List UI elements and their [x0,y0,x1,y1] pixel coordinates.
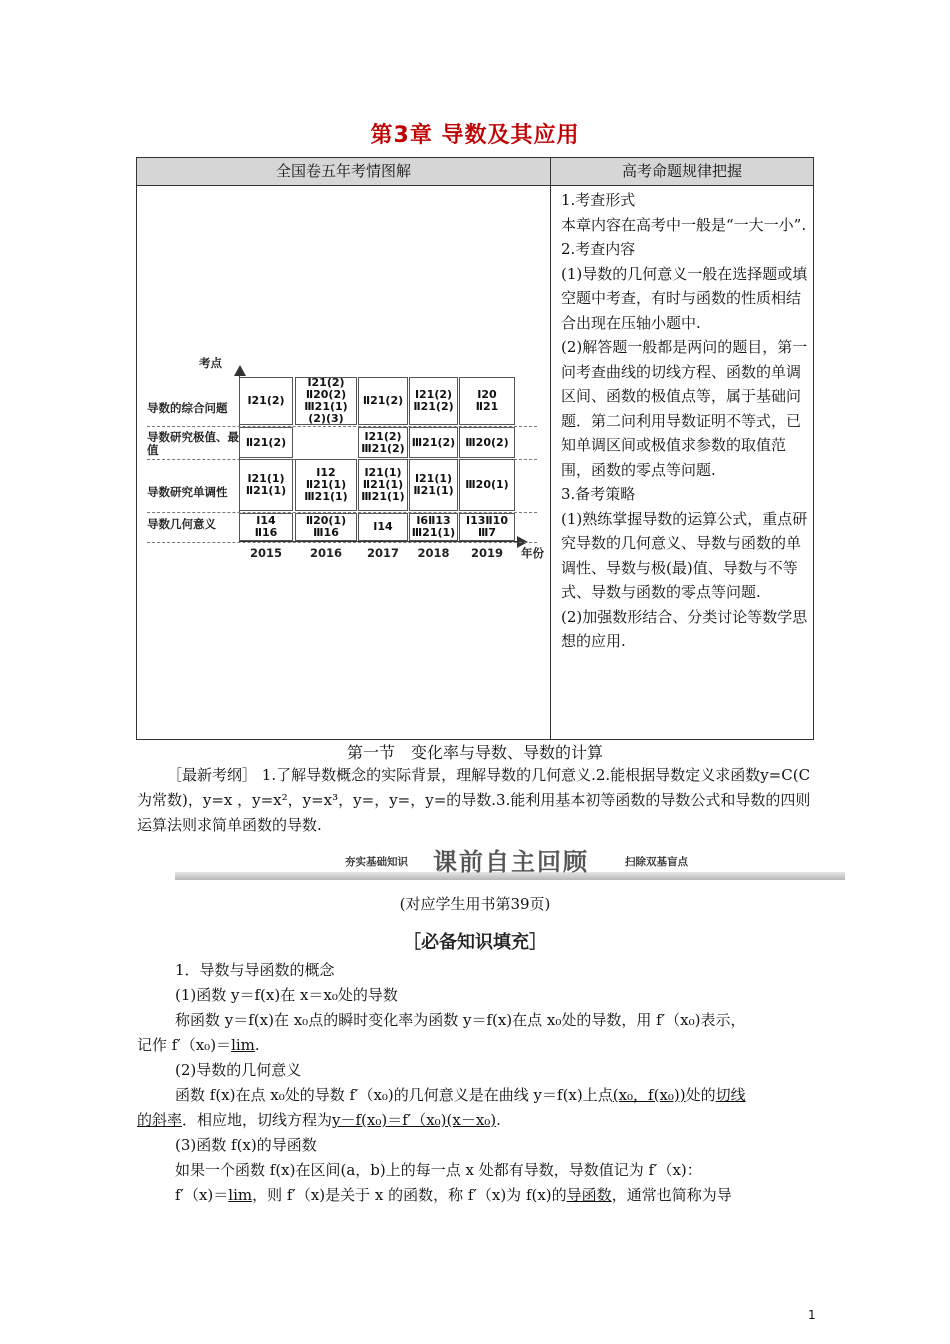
banner-left: 夯实基础知识 [345,856,408,868]
body-line: 如果一个函数 f(x)在区间(a，b)上的每一点 x 处都有导数，导数值记为 f′（x)： [175,1161,702,1179]
exam-rules-text [561,188,809,654]
exam-cell [239,513,293,541]
rule-paragraph: (2)加强数形结合、分类讨论等数学思想的应用. [561,607,808,650]
exam-item: Ⅲ16 [313,526,339,539]
exam-item: Ⅲ21(1) [411,526,456,539]
year-tick-label: 2017 [367,546,400,560]
exam-cell [409,459,458,511]
year-tick-label: 2016 [310,546,343,560]
exam-item: Ⅰ21(2) [247,394,285,407]
exam-item: Ⅰ6Ⅱ13 [416,514,451,527]
topic-label: 导数研究单调性 [147,485,228,499]
text: 函数 f(x)在点 x₀处的导数 f′（x₀)的几何意义是在曲线 y＝f(x)上点 [175,1086,613,1104]
syllabus-tag: ［最新考纲］ [167,766,258,784]
exam-cell [358,377,408,425]
topic-label: 导数的综合问题 [147,401,228,415]
exam-cell [295,377,357,425]
syllabus-text: 1.了解导数概念的实际背景，理解导数的几何意义.2.能根据导数定义求函数y=C(C为常数)，y=x ，y=x²，y=x³，y=，y=，y=的导数.3.能利用基本初等函数的导数公式和导数的四则运算法则求简单函数的导数. [137,766,811,834]
exam-cell [409,377,458,425]
rule-paragraph: 1.考查形式 [561,191,636,209]
exam-item: Ⅱ21(1) [362,478,404,491]
subheading-2: (2)导数的几何意义 [175,1061,302,1079]
exam-item: Ⅰ21(1) [414,472,453,485]
text: . [254,1036,260,1054]
rule-paragraph: 本章内容在高考中一般是“一大一小”. [561,215,807,234]
table-header-left: 全国卷五年考情图解 [137,158,551,186]
text: f′（x)＝ [175,1186,229,1204]
limit-blank: lim [228,1186,253,1204]
x-axis-label: 年份 [521,546,544,560]
exam-cell [459,459,515,511]
topic-label: 导数几何意义 [147,517,216,531]
exam-item: Ⅱ20(2) [305,388,347,401]
point-blank: (x₀，f(x₀)) [612,1086,686,1104]
exam-cell [295,459,357,511]
body-line [137,1033,817,1057]
text: 处的 [685,1086,716,1104]
exam-cell [358,427,408,458]
exam-item: Ⅲ21(2) [361,441,405,455]
rule-paragraph: (2)解答题一般都是两问的题目，第一问考查曲线的切线方程、函数的单调区间、函数的极值点等，属于基础问题．第二问利用导数证明不等式，已知单调区间或极值求参数的取值范围，函数的零点等问题. [561,338,808,479]
section-title: 第一节 变化率与导数、导数的计算 [346,743,603,762]
exam-cell [358,513,408,541]
exam-item: Ⅰ14 [256,514,276,527]
exam-item: Ⅲ20(2) [465,435,509,449]
exam-item: Ⅱ20(1) [305,514,347,527]
subheading-3: (3)函数 f(x)的导函数 [175,1136,317,1154]
exam-item: Ⅰ21(2) [414,388,453,401]
text: . [496,1111,501,1129]
exam-topic-chart [143,345,553,570]
exam-item: Ⅱ21(2) [245,435,287,449]
exam-cell [239,377,293,425]
text: ．相应地，切线方程为 [182,1111,333,1129]
exam-cell [459,513,515,541]
body-line: 称函数 y＝f(x)在 x₀点的瞬时变化率为函数 y＝f(x)在点 x₀处的导数，用 f′（x₀)表示， [175,1011,746,1029]
text: 记作 f′（x₀)＝ [137,1036,232,1054]
tangent-equation-blank: y－f(x₀)＝f′（x₀)(x－x₀) [332,1111,497,1129]
exam-cell [295,513,357,541]
body-line [137,1108,817,1132]
rule-paragraph: 2.考查内容 [561,240,636,258]
y-axis-label: 考点 [199,356,222,370]
year-tick-label: 2015 [250,546,283,560]
tangent-blank: 切线 [715,1086,746,1104]
y-axis-arrow-icon [234,365,246,376]
exam-item: Ⅱ21 [475,400,499,413]
year-tick-label: 2019 [471,546,504,560]
exam-item: Ⅱ21(1) [245,484,287,497]
chapter-title: 第3章 导数及其应用 [370,123,580,148]
exam-cell [459,427,515,458]
exam-item: Ⅲ21(1)(2)(3) [304,400,348,425]
exam-item: Ⅰ20 [477,388,497,401]
exam-item: Ⅲ20(1) [465,478,509,491]
row-separator [147,542,537,543]
exam-item: Ⅱ21(1) [305,478,347,491]
exam-item: Ⅲ21(1) [361,490,405,503]
slope-blank: 的斜率 [137,1111,183,1129]
text: ，通常也简称为导 [611,1186,732,1204]
exam-item: Ⅰ21(2) [307,376,345,389]
exam-item: Ⅰ14 [373,520,393,533]
exam-item: Ⅰ13Ⅱ10 [466,514,508,527]
table-header-right: 高考命题规律把握 [551,158,813,186]
page-number: 1 [808,1308,816,1322]
syllabus-paragraph [137,763,817,838]
exam-item: Ⅰ21(1) [247,472,285,485]
exam-cell [409,513,458,541]
exam-cell [409,427,458,458]
body-line [175,1083,855,1107]
body-line [175,1183,855,1207]
section-banner [175,842,845,882]
exam-item: Ⅰ21(1) [364,466,402,479]
banner-title: 课前自主回顾 [433,848,589,876]
exam-cell [239,459,293,511]
rule-paragraph: (1)导数的几何意义一般在选择题或填空题中考查，有时与函数的性质相结合出现在压轴小题中. [561,264,808,332]
exam-cell [239,427,293,458]
rule-paragraph: 3.备考策略 [561,485,636,503]
exam-item: Ⅰ12 [316,466,336,479]
page-reference: (对应学生用书第39页) [399,895,551,913]
exam-item: Ⅱ16 [254,526,278,539]
rule-paragraph: (1)熟练掌握导数的运算公式，重点研究导数的几何意义、导数与函数的单调性、导数与极(最)值、导数与不等式、导数与函数的零点等问题. [561,509,808,601]
exam-item: Ⅲ21(1) [304,490,348,503]
exam-item: Ⅲ21(2) [411,435,456,449]
knowledge-subtitle: ［必备知识填充］ [403,932,547,953]
limit-blank: lim [231,1036,255,1054]
subheading-1: (1)函数 y＝f(x)在 x＝x₀处的导数 [175,986,398,1004]
exam-cell [459,377,515,425]
topic-label: 导数研究极值、最值 [147,430,239,457]
exam-item: Ⅱ21(1) [413,484,454,497]
year-tick-label: 2018 [417,546,450,560]
heading-1: 1．导数与导函数的概念 [175,961,335,979]
exam-item: Ⅲ7 [477,526,497,539]
exam-item: Ⅱ21(2) [413,400,454,413]
exam-item: Ⅱ21(2) [362,394,404,407]
banner-right: 扫除双基盲点 [625,856,688,868]
text: ，则 f′（x)是关于 x 的函数，称 f′（x)为 f(x)的 [252,1186,567,1204]
exam-cell [358,459,408,511]
derivative-function-blank: 导函数 [566,1186,612,1204]
exam-item: Ⅰ21(2) [364,429,402,443]
